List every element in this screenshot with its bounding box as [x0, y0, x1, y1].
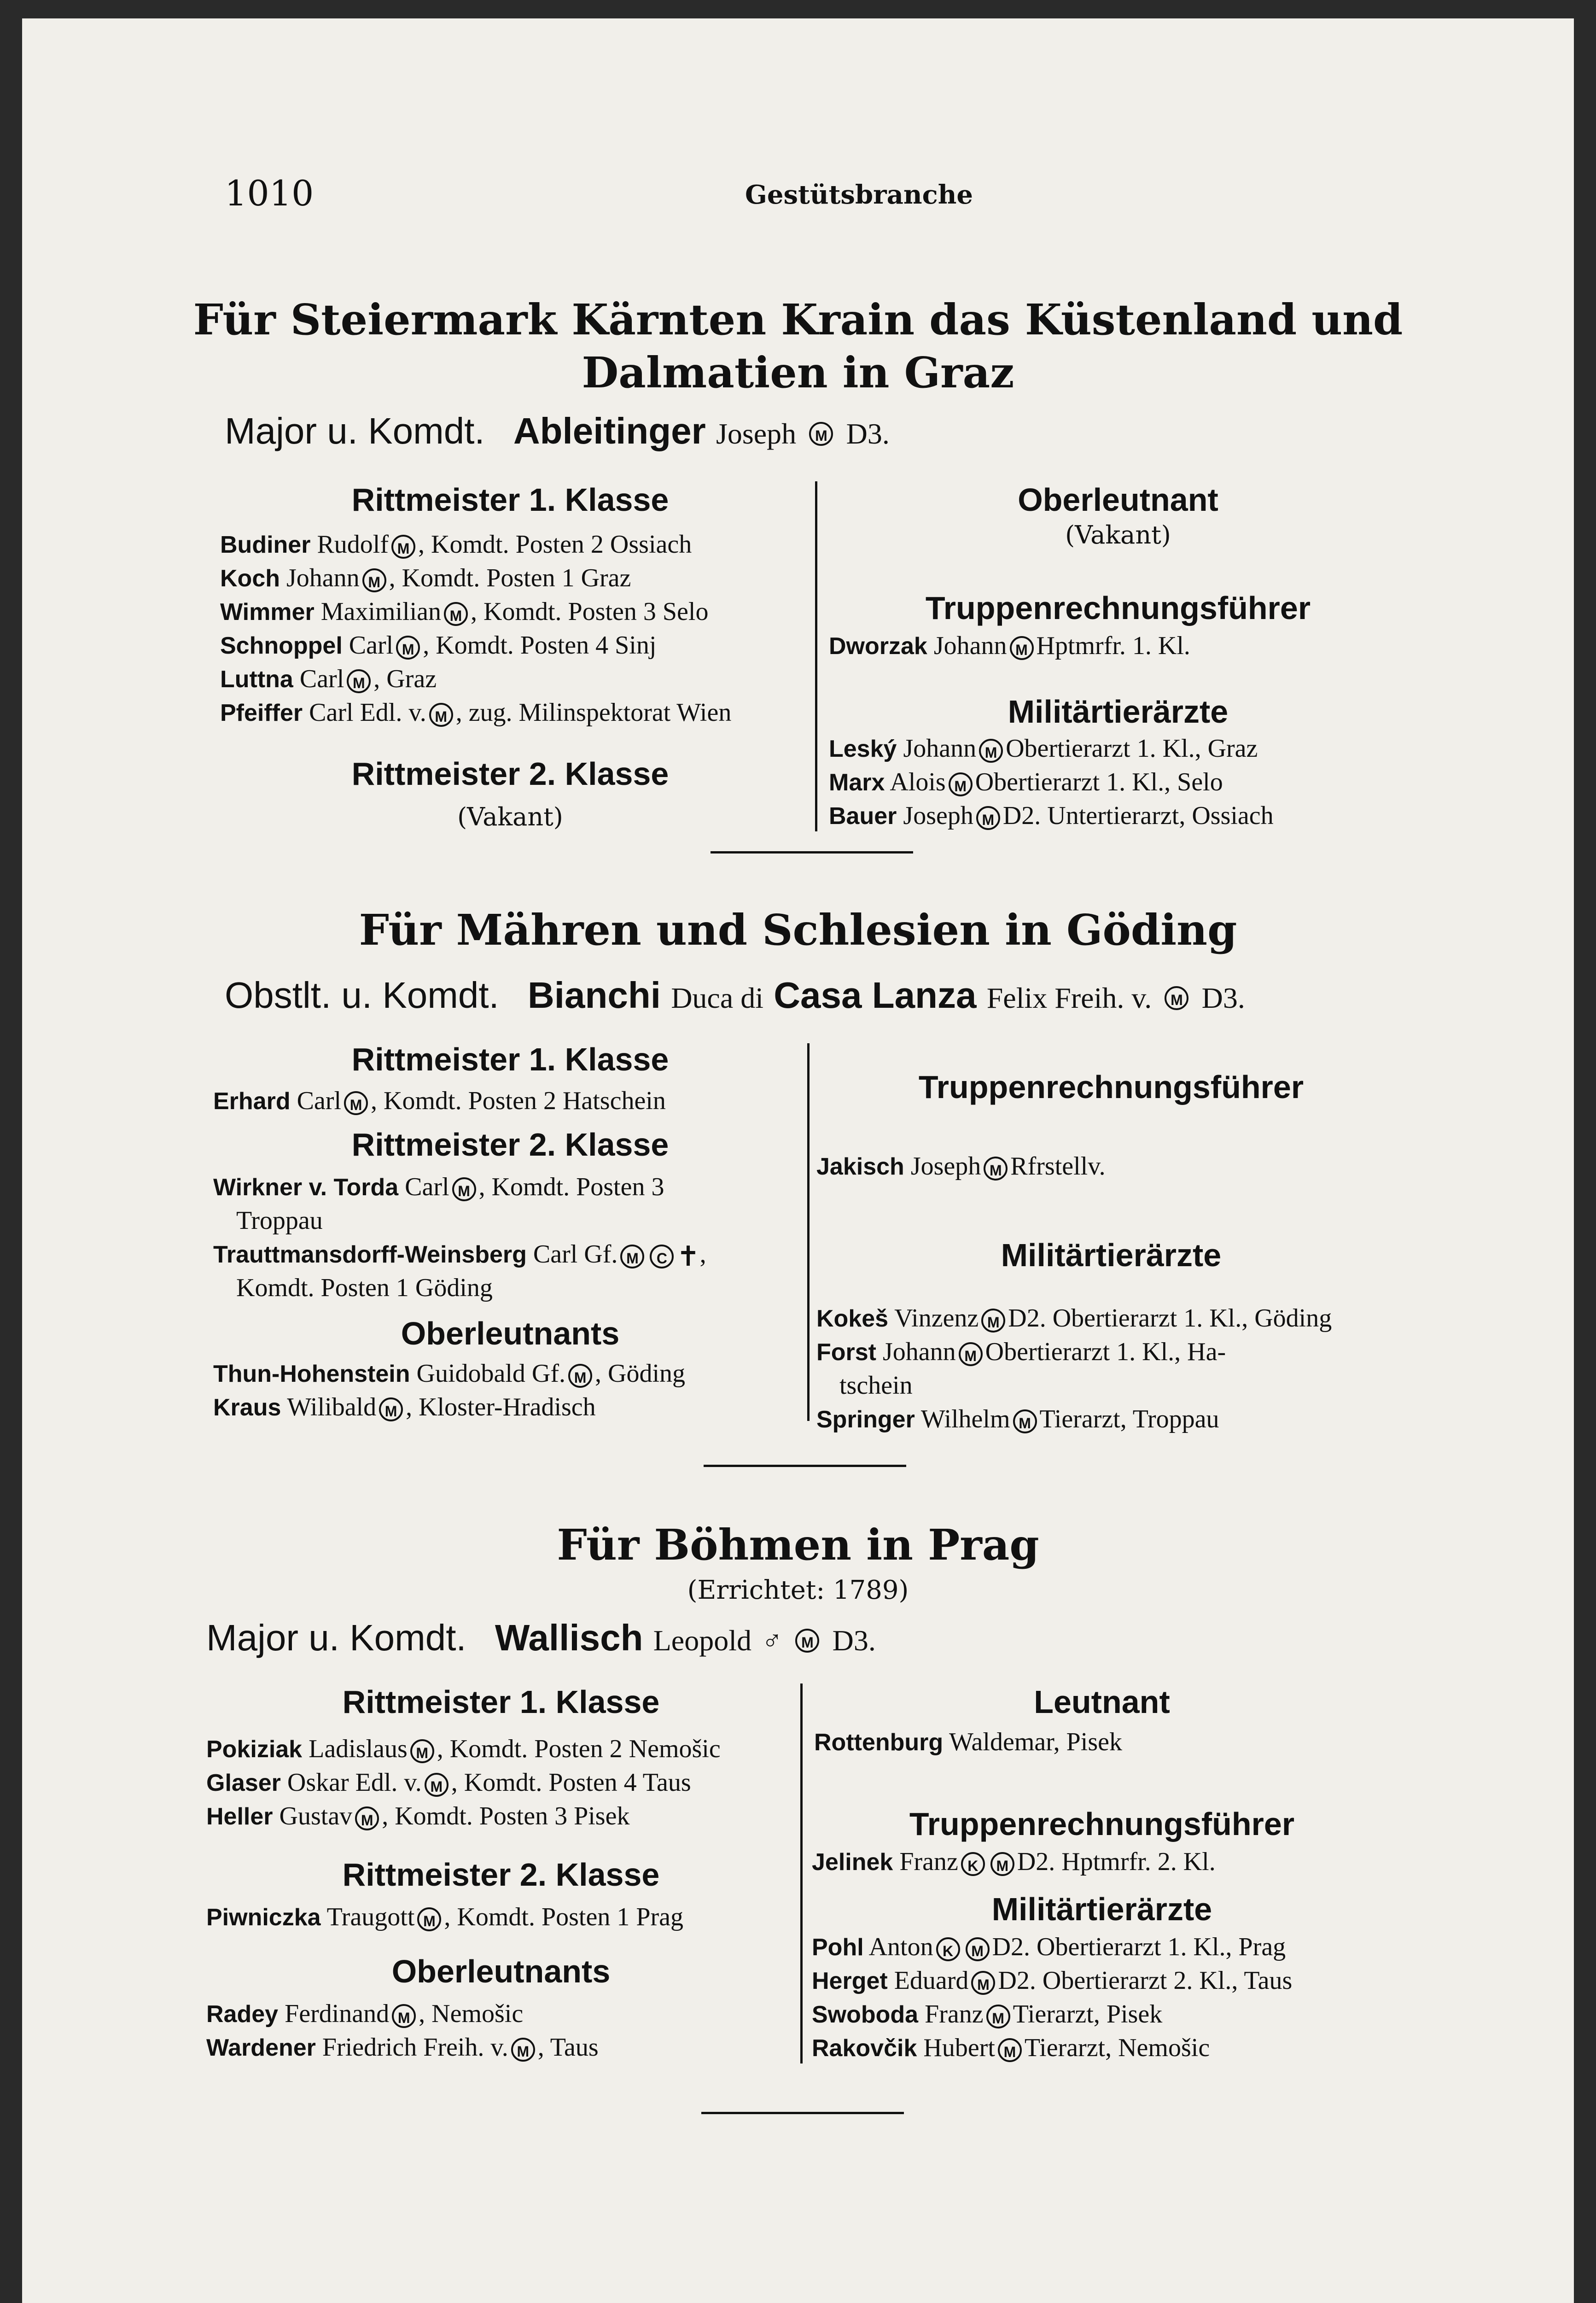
- text-segment: Oskar Edl. v.: [287, 1768, 422, 1797]
- medal-icon: M: [410, 1739, 434, 1763]
- medal-icon: M: [976, 806, 1000, 830]
- text-segment: Thun-Hohenstein: [213, 1361, 410, 1387]
- medal-icon: M: [568, 1364, 592, 1388]
- list-item: [213, 1172, 664, 1202]
- text-segment: D2. Hptmrfr. 2. Kl.: [1017, 1847, 1216, 1876]
- text-segment: Glaser: [206, 1770, 281, 1796]
- text-segment: Leský: [829, 736, 897, 762]
- list-item: [829, 801, 1274, 830]
- text-segment: Eduard: [894, 1966, 969, 1995]
- text-segment: Johann: [286, 564, 360, 592]
- medal-icon: M: [444, 602, 468, 626]
- text-segment: Joseph: [910, 1152, 981, 1181]
- column-divider: [815, 481, 817, 831]
- text-segment: Springer: [816, 1406, 915, 1433]
- text-segment: Ableitinger: [513, 410, 706, 451]
- medal-icon: M: [429, 703, 453, 727]
- section-divider: [704, 1465, 906, 1467]
- running-title: Gestütsbranche: [745, 180, 973, 210]
- list-item: [816, 1337, 1226, 1367]
- text-segment: Carl: [349, 631, 394, 660]
- commander-line: [225, 410, 890, 452]
- rank-heading: Rittmeister 1. Klasse: [351, 1041, 669, 1077]
- text-segment: Swoboda: [812, 2001, 919, 2028]
- text-segment: Obertierarzt 1. Kl., Selo: [975, 768, 1223, 796]
- text-segment: D2. Untertierarzt, Ossiach: [1002, 801, 1274, 830]
- text-segment: D3.: [1201, 982, 1245, 1014]
- text-segment: Joseph: [716, 417, 797, 450]
- rank-heading: Leutnant: [1034, 1684, 1170, 1720]
- text-segment: , Komdt. Posten 4 Taus: [451, 1768, 691, 1797]
- medal-icon: M: [620, 1245, 644, 1268]
- text-segment: Friedrich Freih. v.: [322, 2033, 508, 2062]
- text-segment: , zug. Milinspektorat Wien: [455, 698, 732, 727]
- medal-icon: M: [425, 1773, 449, 1797]
- medal-icon: M: [809, 422, 833, 446]
- list-item: [829, 767, 1223, 797]
- vacant-note: (Vakant): [457, 802, 563, 831]
- medal-icon: M: [986, 2005, 1010, 2028]
- text-segment: , Nemošic: [419, 1999, 524, 2028]
- text-segment: Hubert: [923, 2034, 995, 2062]
- list-item: [206, 1768, 691, 1797]
- list-item: [220, 530, 692, 559]
- rank-heading: Militärtierärzte: [1008, 694, 1229, 730]
- text-segment: Kokeš: [816, 1305, 889, 1332]
- text-segment: , Komdt. Posten 2 Nemošic: [437, 1735, 721, 1763]
- text-segment: Dworzak: [829, 633, 927, 660]
- text-segment: Rudolf: [317, 530, 389, 559]
- rank-heading: Rittmeister 2. Klasse: [351, 756, 669, 792]
- text-segment: Tierarzt, Nemošic: [1024, 2034, 1210, 2062]
- medal-icon: M: [511, 2038, 535, 2062]
- vacant-note: (Vakant): [1065, 520, 1171, 549]
- text-segment: Bianchi: [528, 975, 661, 1016]
- list-item: [220, 664, 437, 694]
- list-item: [220, 698, 731, 727]
- text-segment: , Komdt. Posten 2 Ossiach: [418, 530, 692, 559]
- section-divider: [711, 851, 913, 853]
- text-segment: , Komdt. Posten 4 Sinj: [423, 631, 657, 660]
- rank-heading: Truppenrechnungsführer: [925, 590, 1311, 626]
- text-segment: Obertierarzt 1. Kl., Graz: [1006, 734, 1258, 763]
- list-item: [220, 631, 656, 660]
- list-item: [213, 1392, 596, 1422]
- text-segment: Heller: [206, 1803, 273, 1830]
- rank-heading: Truppenrechnungsführer: [918, 1069, 1304, 1105]
- text-segment: Wilhelm: [920, 1405, 1010, 1433]
- text-segment: D2. Obertierarzt 2. Kl., Taus: [998, 1966, 1293, 1995]
- list-item: [816, 1303, 1332, 1333]
- medal-icon: M: [981, 1309, 1005, 1333]
- text-segment: Major u. Komdt.: [206, 1617, 466, 1658]
- text-segment: D3.: [846, 417, 890, 450]
- medal-icon: M: [417, 1907, 441, 1931]
- medal-icon: M: [998, 2038, 1022, 2062]
- medal-icon: M: [452, 1177, 476, 1201]
- medal-icon: M: [379, 1397, 403, 1421]
- list-item: [206, 1999, 523, 2028]
- text-segment: Joseph: [903, 801, 973, 830]
- text-segment: Guidobald Gf.: [416, 1359, 566, 1388]
- text-segment: , Komdt. Posten 1 Prag: [444, 1903, 683, 1931]
- rank-heading: Rittmeister 2. Klasse: [342, 1857, 660, 1893]
- list-item: [206, 1801, 629, 1831]
- text-segment: , Komdt. Posten 3 Pisek: [382, 1802, 630, 1830]
- text-segment: Wimmer: [220, 599, 315, 625]
- section-title: Dalmatien in Graz: [582, 348, 1014, 397]
- text-segment: Carl Edl. v.: [309, 698, 426, 727]
- medal-icon: M: [990, 1852, 1014, 1876]
- text-segment: Trauttmansdorff-Weinsberg: [213, 1241, 527, 1268]
- text-segment: Carl: [297, 1087, 342, 1115]
- list-item: [812, 1847, 1216, 1876]
- order-icon: ♂: [762, 1625, 783, 1656]
- rank-heading: Truppenrechnungsführer: [909, 1806, 1295, 1842]
- section-title: Für Mähren und Schlesien in Göding: [359, 905, 1237, 955]
- list-item: [206, 2033, 599, 2062]
- text-segment: Waldemar, Pisek: [949, 1728, 1122, 1756]
- text-segment: Rfrstellv.: [1010, 1152, 1106, 1181]
- text-segment: Rakovčik: [812, 2035, 917, 2062]
- text-segment: Leopold: [653, 1624, 751, 1657]
- text-segment: Jelinek: [812, 1849, 893, 1876]
- medal-icon: M: [979, 739, 1003, 763]
- text-segment: Pohl: [812, 1934, 864, 1961]
- text-segment: Tierarzt, Troppau: [1039, 1405, 1219, 1433]
- rank-heading: Oberleutnants: [391, 1953, 611, 1989]
- text-segment: Wallisch: [495, 1617, 643, 1658]
- text-segment: Casa Lanza: [774, 975, 977, 1016]
- list-item: [206, 1734, 721, 1764]
- section-subtitle: (Errichtet: 1789): [687, 1575, 909, 1605]
- text-segment: D3.: [832, 1624, 876, 1657]
- medal-icon: M: [959, 1342, 983, 1366]
- medal-icon: M: [396, 636, 420, 660]
- rank-heading: Oberleutnant: [1018, 482, 1218, 518]
- rank-heading: Rittmeister 2. Klasse: [351, 1127, 669, 1163]
- text-segment: Wardener: [206, 2034, 316, 2061]
- text-segment: Marx: [829, 769, 885, 796]
- rank-heading: Oberleutnants: [401, 1315, 620, 1351]
- list-item: [812, 1999, 1162, 2029]
- text-segment: ,: [699, 1240, 706, 1268]
- medal-icon: M: [1010, 636, 1034, 660]
- medal-icon: M: [966, 1937, 990, 1961]
- text-segment: Piwniczka: [206, 1904, 321, 1931]
- text-segment: Wilibald: [287, 1393, 377, 1421]
- list-item-continuation: tschein: [839, 1371, 913, 1400]
- k-mark-icon: K: [936, 1937, 960, 1961]
- text-segment: Gustav: [279, 1802, 353, 1830]
- text-segment: Koch: [220, 565, 280, 592]
- rank-heading: Rittmeister 1. Klasse: [351, 482, 669, 518]
- rank-heading: Rittmeister 1. Klasse: [342, 1684, 660, 1720]
- c-mark-icon: C: [650, 1245, 674, 1268]
- text-segment: , Komdt. Posten 1 Graz: [389, 564, 631, 592]
- text-segment: Hptmrfr. 1. Kl.: [1036, 631, 1190, 660]
- list-item: [213, 1239, 706, 1273]
- text-segment: Pfeiffer: [220, 700, 303, 726]
- list-item: [816, 1152, 1106, 1181]
- text-segment: Johann: [903, 734, 977, 763]
- text-segment: Obertierarzt 1. Kl., Ha-: [985, 1338, 1226, 1366]
- list-item: [812, 2033, 1210, 2063]
- list-item: [814, 1727, 1122, 1757]
- list-item-continuation: Komdt. Posten 1 Göding: [236, 1274, 493, 1302]
- column-divider: [807, 1043, 810, 1421]
- medal-icon: M: [949, 772, 973, 796]
- text-segment: Ferdinand: [285, 1999, 390, 2028]
- text-segment: Major u. Komdt.: [225, 410, 485, 451]
- text-segment: Budiner: [220, 532, 311, 558]
- list-item: [220, 563, 631, 593]
- rank-heading: Militärtierärzte: [991, 1891, 1212, 1927]
- text-segment: Schnoppel: [220, 632, 343, 659]
- list-item: [829, 734, 1258, 763]
- text-segment: Forst: [816, 1339, 876, 1366]
- medal-icon: M: [392, 2004, 416, 2028]
- text-segment: Obstlt. u. Komdt.: [225, 975, 499, 1016]
- text-segment: Franz: [925, 2000, 984, 2028]
- text-segment: , Kloster-Hradisch: [406, 1393, 596, 1421]
- medal-icon: M: [1165, 986, 1188, 1010]
- text-segment: Traugott: [326, 1903, 415, 1931]
- text-segment: Wirkner v. Torda: [213, 1174, 399, 1201]
- text-segment: Rottenburg: [814, 1729, 944, 1756]
- section-title: Für Steiermark Kärnten Krain das Küstenland und: [193, 295, 1403, 345]
- text-segment: Franz: [899, 1847, 958, 1876]
- medal-icon: M: [1013, 1409, 1037, 1433]
- medal-icon: M: [362, 568, 386, 592]
- section-title: Für Böhmen in Prag: [557, 1520, 1039, 1570]
- medal-icon: M: [344, 1091, 368, 1115]
- medal-icon: M: [355, 1806, 379, 1830]
- text-segment: , Taus: [537, 2033, 599, 2062]
- text-segment: Carl: [299, 665, 344, 693]
- list-item: [829, 631, 1190, 661]
- text-segment: Maximilian: [320, 597, 441, 626]
- rank-heading: Militärtierärzte: [1001, 1237, 1222, 1273]
- text-segment: Anton: [868, 1933, 933, 1961]
- text-segment: , Komdt. Posten 3: [478, 1173, 664, 1201]
- text-segment: Felix Freih. v.: [986, 982, 1152, 1014]
- commander-line: [225, 974, 1245, 1017]
- text-segment: , Komdt. Posten 2 Hatschein: [371, 1087, 666, 1115]
- text-segment: Carl Gf.: [533, 1240, 618, 1268]
- list-item: [812, 1932, 1286, 1962]
- text-segment: Radey: [206, 2001, 279, 2028]
- commander-line: [206, 1617, 876, 1659]
- text-segment: Erhard: [213, 1088, 291, 1115]
- medal-icon: M: [795, 1629, 819, 1653]
- text-segment: Ladislaus: [309, 1735, 408, 1763]
- k-mark-icon: K: [961, 1852, 985, 1876]
- text-segment: Jakisch: [816, 1153, 904, 1180]
- medal-icon: M: [971, 1971, 995, 1995]
- text-segment: Herget: [812, 1968, 888, 1994]
- list-item: [220, 597, 708, 626]
- medal-icon: M: [391, 535, 415, 559]
- text-segment: Carl: [405, 1173, 449, 1201]
- text-segment: Kraus: [213, 1394, 281, 1421]
- text-segment: Tierarzt, Pisek: [1013, 2000, 1163, 2028]
- text-segment: Alois: [890, 768, 946, 796]
- text-segment: Bauer: [829, 803, 897, 830]
- text-segment: Johann: [933, 631, 1007, 660]
- cross-icon: ✝: [676, 1241, 700, 1272]
- text-segment: D2. Obertierarzt 1. Kl., Prag: [992, 1933, 1286, 1961]
- text-segment: Johann: [883, 1338, 956, 1366]
- column-divider: [800, 1683, 803, 2063]
- text-segment: , Graz: [373, 665, 437, 693]
- list-item: [812, 1966, 1292, 1995]
- page: [22, 18, 1574, 2303]
- text-segment: Luttna: [220, 666, 293, 693]
- text-segment: , Göding: [595, 1359, 686, 1388]
- list-item: [816, 1404, 1219, 1434]
- list-item: [213, 1086, 666, 1116]
- text-segment: , Komdt. Posten 3 Selo: [471, 597, 709, 626]
- text-segment: D2. Obertierarzt 1. Kl., Göding: [1008, 1304, 1332, 1333]
- medal-icon: M: [984, 1157, 1008, 1181]
- list-item: [206, 1902, 683, 1932]
- list-item: [213, 1359, 685, 1388]
- page-number: 1010: [225, 173, 314, 214]
- text-segment: Duca di: [671, 982, 764, 1014]
- list-item-continuation: Troppau: [236, 1206, 323, 1235]
- section-divider: [701, 2112, 904, 2114]
- medal-icon: M: [347, 669, 371, 693]
- text-segment: Pokiziak: [206, 1736, 303, 1763]
- text-segment: Vinzenz: [894, 1304, 979, 1333]
